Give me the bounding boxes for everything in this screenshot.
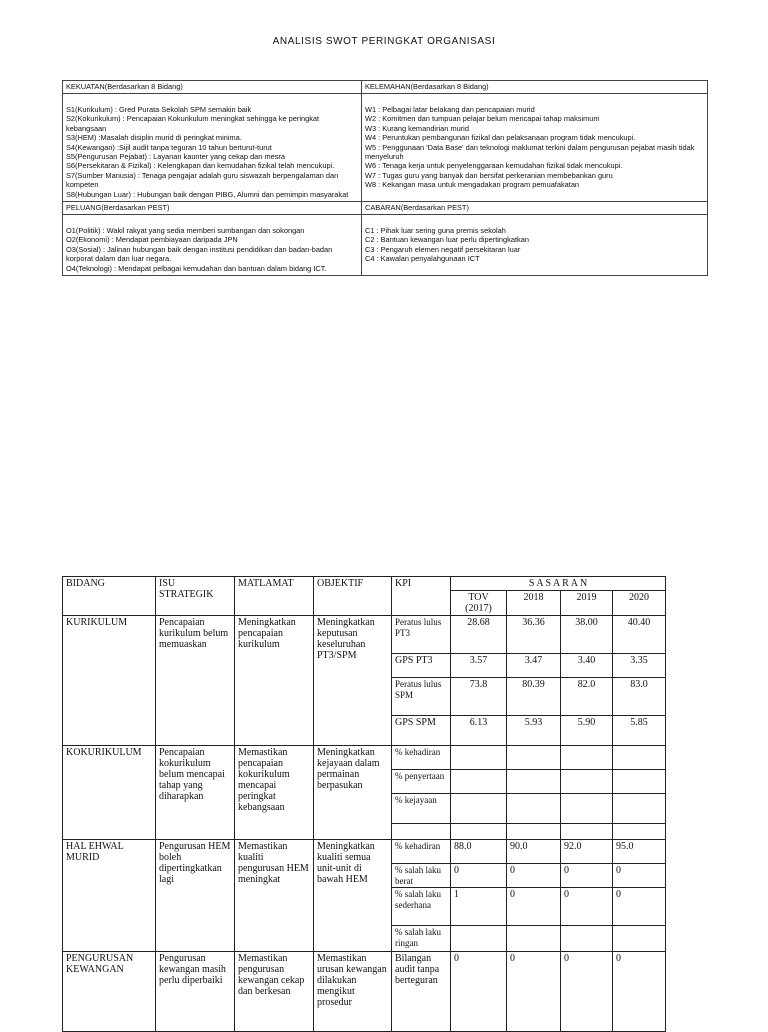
kelemahan-item: W3 : Kurang kemandirian murid xyxy=(365,123,469,133)
header-sasaran: S A S A R A N xyxy=(451,577,666,591)
bidang-cell: HAL EHWAL MURID xyxy=(63,840,156,952)
kpi-cell: % salah laku berat xyxy=(392,864,451,888)
target-2018-cell: 0 xyxy=(507,864,561,888)
kpi-cell: % salah laku sederhana xyxy=(392,888,451,926)
kekuatan-header: KEKUATAN(Berdasarkan 8 Bidang) xyxy=(63,81,362,94)
isu-cell: Pencapaian kurikulum belum memuaskan xyxy=(156,616,235,746)
target-2019-cell xyxy=(561,746,613,770)
bidang-cell: KURIKULUM xyxy=(63,616,156,746)
strategic-plan-table xyxy=(62,576,666,1032)
target-2019-cell: 38.00 xyxy=(561,616,613,654)
kelemahan-item: W5 : Penggunaan 'Data Base' dan teknologi maklumat terkini dalam pengurusan pejabat masih tidak menyeluruh xyxy=(365,142,695,162)
kekuatan-item: S4(Kewangan) :Sijil audit tanpa teguran 10 tahun berturut-turut xyxy=(66,142,272,152)
tov-cell: 73.8 xyxy=(451,678,507,716)
swot-table xyxy=(62,80,708,276)
kekuatan-item: S6(Persekitaran & Fizikal) : Kelengkapan dan kemudahan fizikal telah mencukupi. xyxy=(66,161,335,171)
target-2019-cell: 82.0 xyxy=(561,678,613,716)
tov-cell xyxy=(451,824,507,840)
bidang-cell: KOKURIKULUM xyxy=(63,746,156,840)
target-2019-cell: 0 xyxy=(561,888,613,926)
table-row xyxy=(63,952,666,1032)
kpi-cell: Peratus lulus PT3 xyxy=(392,616,451,654)
kelemahan-list xyxy=(362,94,708,202)
header-bidang: BIDANG xyxy=(63,577,156,616)
kekuatan-list xyxy=(63,94,362,202)
cabaran-item: C1 : Pihak luar sering guna premis sekolah xyxy=(365,226,506,236)
target-2020-cell xyxy=(613,746,666,770)
target-2020-cell xyxy=(613,794,666,824)
matlamat-cell: Meningkatkan pencapaian kurikulum xyxy=(235,616,314,746)
target-2020-cell xyxy=(613,824,666,840)
peluang-item: O1(Politik) : Wakil rakyat yang sedia memberi sumbangan dan sokongan xyxy=(66,226,305,236)
target-2018-cell: 90.0 xyxy=(507,840,561,864)
tov-cell xyxy=(451,926,507,952)
kpi-cell: % salah laku ringan xyxy=(392,926,451,952)
target-2018-cell: 80.39 xyxy=(507,678,561,716)
target-2018-cell xyxy=(507,746,561,770)
header-kpi: KPI xyxy=(392,577,451,616)
bidang-cell: PENGURUSAN KEWANGAN xyxy=(63,952,156,1032)
tov-cell: 6.13 xyxy=(451,716,507,746)
target-2018-cell xyxy=(507,794,561,824)
header-2018: 2018 xyxy=(507,591,561,616)
kpi-cell: % kehadiran xyxy=(392,746,451,770)
kpi-cell: GPS SPM xyxy=(392,716,451,746)
kpi-cell: % penyertaan xyxy=(392,770,451,794)
objektif-cell: Memastikan urusan kewangan dilakukan mengikut prosedur xyxy=(314,952,392,1032)
page-title: ANALISIS SWOT PERINGKAT ORGANISASI xyxy=(272,36,496,47)
peluang-header: PELUANG(Berdasarkan PEST) xyxy=(63,202,362,215)
tov-cell: 0 xyxy=(451,864,507,888)
objektif-cell: Meningkatkan kejayaan dalam permainan berpasukan xyxy=(314,746,392,840)
kpi-cell: GPS PT3 xyxy=(392,654,451,678)
table-row xyxy=(63,746,666,770)
kekuatan-item: S8(Hubungan Luar) : Hubungan baik dengan PIBG, Alumni dan pemimpin masyarakat xyxy=(66,189,349,199)
kpi-cell: % kejayaan xyxy=(392,794,451,824)
tov-cell: 0 xyxy=(451,952,507,1032)
kelemahan-item: W7 : Tugas guru yang banyak dan bersifat perkeranian membebankan guru xyxy=(365,170,613,180)
peluang-item: O2(Ekonomi) : Mendapat pembiayaan daripada JPN xyxy=(66,235,238,245)
target-2018-cell: 0 xyxy=(507,952,561,1032)
table-row xyxy=(63,840,666,864)
target-2018-cell xyxy=(507,770,561,794)
kpi-cell: Bilangan audit tanpa berteguran xyxy=(392,952,451,1032)
header-isu: ISU STRATEGIK xyxy=(156,577,235,616)
target-2020-cell: 0 xyxy=(613,864,666,888)
kelemahan-item: W8 : Kekangan masa untuk mengadakan program pemuafakatan xyxy=(365,180,580,190)
target-2019-cell: 5.90 xyxy=(561,716,613,746)
target-2019-cell: 3.40 xyxy=(561,654,613,678)
target-2020-cell: 83.0 xyxy=(613,678,666,716)
target-2018-cell: 3.47 xyxy=(507,654,561,678)
objektif-cell: Meningkatkan kualiti semua unit-unit di bawah HEM xyxy=(314,840,392,952)
target-2018-cell xyxy=(507,926,561,952)
matlamat-cell: Memastikan kualiti pengurusan HEM meningkat xyxy=(235,840,314,952)
isu-cell: Pencapaian kokurikulum belum mencapai tahap yang diharapkan xyxy=(156,746,235,840)
target-2019-cell: 0 xyxy=(561,864,613,888)
cabaran-item: C2 : Bantuan kewangan luar perlu dipertingkatkan xyxy=(365,235,529,245)
objektif-cell: Meningkatkan keputusan keseluruhan PT3/SPM xyxy=(314,616,392,746)
kpi-cell xyxy=(392,824,451,840)
target-2019-cell: 92.0 xyxy=(561,840,613,864)
target-2020-cell: 0 xyxy=(613,952,666,1032)
target-2020-cell: 95.0 xyxy=(613,840,666,864)
tov-cell: 1 xyxy=(451,888,507,926)
target-2018-cell: 0 xyxy=(507,888,561,926)
target-2019-cell xyxy=(561,770,613,794)
header-2019: 2019 xyxy=(561,591,613,616)
kelemahan-item: W4 : Peruntukan pembangunan fizikal dan pelaksanaan program tidak mencukupi. xyxy=(365,133,636,143)
kelemahan-item: W1 : Pelbagai latar belakang dan pencapaian murid xyxy=(365,105,535,114)
matlamat-cell: Memastikan pengurusan kewangan cekap dan berkesan xyxy=(235,952,314,1032)
header-matlamat: MATLAMAT xyxy=(235,577,314,616)
target-2020-cell: 0 xyxy=(613,888,666,926)
cabaran-header: CABARAN(Berdasarkan PEST) xyxy=(362,202,708,215)
target-2020-cell xyxy=(613,926,666,952)
kpi-cell: % kehadiran xyxy=(392,840,451,864)
kekuatan-item: S7(Sumber Manusia) : Tenaga pengajar adalah guru siswazah berpengalaman dan kompeten xyxy=(66,170,339,190)
target-2019-cell: 0 xyxy=(561,952,613,1032)
kpi-cell: Peratus lulus SPM xyxy=(392,678,451,716)
tov-cell xyxy=(451,746,507,770)
header-objektif: OBJEKTIF xyxy=(314,577,392,616)
kekuatan-item: S5(Pengurusan Pejabat) : Layanan kaunter yang cekap dan mesra xyxy=(66,152,285,162)
target-2018-cell: 5.93 xyxy=(507,716,561,746)
tov-cell: 88.0 xyxy=(451,840,507,864)
header-row xyxy=(63,577,666,591)
kekuatan-item: S3(HEM) :Masalah disiplin murid di peringkat minima. xyxy=(66,133,242,143)
header-2020: 2020 xyxy=(613,591,666,616)
header-tov: TOV (2017) xyxy=(451,591,507,616)
kekuatan-item: S1(Kurikulum) : Gred Purata Sekolah SPM semakin baik xyxy=(66,105,252,114)
kelemahan-item: W2 : Komitmen dan tumpuan pelajar belum mencapai tahap maksimum xyxy=(365,114,600,124)
tov-cell xyxy=(451,770,507,794)
kekuatan-item: S2(Kokurikulum) : Pencapaian Kokurikulum meningkat sehingga ke peringkat kebangsaan xyxy=(66,114,320,133)
matlamat-cell: Memastikan pencapaian kokurikulum mencapai peringkat kebangsaan xyxy=(235,746,314,840)
cabaran-item: C3 : Pengaruh elemen negatif persekitaran luar xyxy=(365,244,521,254)
kelemahan-header: KELEMAHAN(Berdasarkan 8 Bidang) xyxy=(362,81,708,94)
cabaran-list xyxy=(362,215,708,276)
target-2019-cell xyxy=(561,926,613,952)
peluang-item: O3(Sosial) : Jalinan hubungan baik dengan institusi pendidikan dan badan-badan korporat dalam dan luar negara. xyxy=(66,244,333,264)
target-2018-cell xyxy=(507,824,561,840)
target-2020-cell xyxy=(613,770,666,794)
cabaran-item: C4 : Kawalan penyalahgunaan ICT xyxy=(365,254,480,264)
isu-cell: Pengurusan kewangan masih perlu diperbaiki xyxy=(156,952,235,1032)
isu-cell: Pengurusan HEM boleh dipertingkatkan lagi xyxy=(156,840,235,952)
tov-cell: 3.57 xyxy=(451,654,507,678)
peluang-list xyxy=(63,215,362,276)
tov-cell: 28.68 xyxy=(451,616,507,654)
table-row xyxy=(63,616,666,654)
target-2019-cell xyxy=(561,824,613,840)
target-2019-cell xyxy=(561,794,613,824)
kelemahan-item: W6 : Tenaga kerja untuk penyelenggaraan kemudahan fizikal tidak mencukupi. xyxy=(365,161,623,171)
tov-cell xyxy=(451,794,507,824)
target-2020-cell: 5.85 xyxy=(613,716,666,746)
peluang-item: O4(Teknologi) : Mendapat pelbagai kemudahan dan bantuan dalam bidang ICT. xyxy=(66,263,327,273)
target-2020-cell: 40.40 xyxy=(613,616,666,654)
target-2018-cell: 36.36 xyxy=(507,616,561,654)
target-2020-cell: 3.35 xyxy=(613,654,666,678)
